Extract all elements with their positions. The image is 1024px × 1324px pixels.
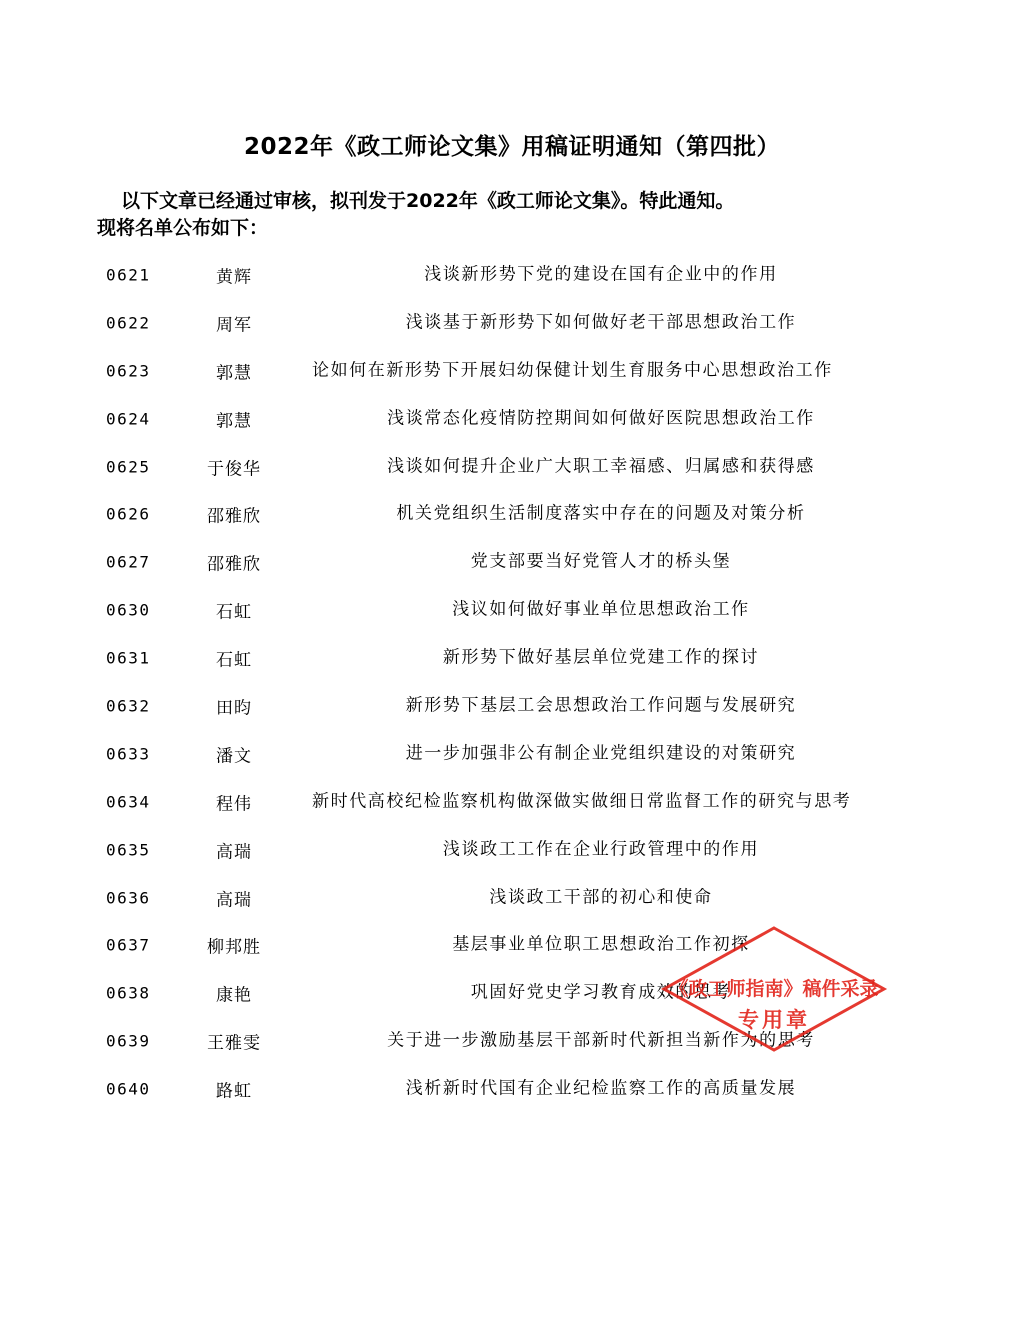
table-row xyxy=(0,538,1024,586)
table-row xyxy=(0,443,1024,491)
author-name: 程伟 xyxy=(216,794,252,815)
table-row xyxy=(0,251,1024,299)
table-row xyxy=(0,874,1024,922)
article-title: 浅谈政工工作在企业行政管理中的作用 xyxy=(442,839,760,860)
author-name: 高瑞 xyxy=(216,890,252,911)
article-title: 论如何在新形势下开展妇幼保健计划生育服务中心思想政治工作 xyxy=(312,360,833,381)
table-row xyxy=(0,299,1024,347)
article-title: 关于进一步激励基层干部新时代新担当新作为的思考 xyxy=(387,1030,815,1051)
author-name: 郭慧 xyxy=(216,363,252,384)
table-row xyxy=(0,682,1024,730)
article-id: 0624 xyxy=(106,409,151,429)
article-title: 浅议如何做好事业单位思想政治工作 xyxy=(452,599,750,620)
table-row xyxy=(0,586,1024,634)
article-title: 新形势下基层工会思想政治工作问题与发展研究 xyxy=(405,695,797,716)
author-name: 于俊华 xyxy=(207,459,261,479)
article-id: 0636 xyxy=(106,888,151,908)
official-stamp xyxy=(660,924,888,1054)
article-title: 巩固好党史学习教育成效的思考 xyxy=(470,982,732,1003)
article-id: 0633 xyxy=(106,744,151,764)
article-id: 0632 xyxy=(106,696,151,716)
article-id: 0637 xyxy=(106,935,151,955)
article-title: 进一步加强非公有制企业党组织建设的对策研究 xyxy=(405,743,797,764)
article-id: 0634 xyxy=(106,792,151,812)
article-id: 0626 xyxy=(106,504,151,524)
table-row xyxy=(0,490,1024,538)
table-row xyxy=(0,826,1024,874)
author-name: 柳邦胜 xyxy=(207,937,261,958)
article-id: 0622 xyxy=(106,313,151,333)
article-title: 党支部要当好党管人才的桥头堡 xyxy=(470,551,732,572)
article-title: 新时代高校纪检监察机构做深做实做细日常监督工作的研究与思考 xyxy=(312,791,852,812)
intro-line-1: 以下文章已经通过审核，拟刊发于2022年《政工师论文集》。特此通知。 xyxy=(121,190,735,212)
article-title: 浅谈基于新形势下如何做好老干部思想政治工作 xyxy=(405,312,797,333)
author-name: 邵雅欣 xyxy=(207,506,261,527)
table-row xyxy=(0,778,1024,826)
article-id: 0627 xyxy=(106,552,151,572)
article-title: 浅谈政工干部的初心和使命 xyxy=(489,887,713,908)
table-row xyxy=(0,347,1024,395)
article-title: 浅谈如何提升企业广大职工幸福感、归属感和获得感 xyxy=(387,456,815,476)
author-name: 路虹 xyxy=(216,1081,252,1102)
intro-paragraph xyxy=(97,188,897,242)
article-id: 0635 xyxy=(106,840,151,860)
article-id: 0638 xyxy=(106,983,151,1003)
table-row xyxy=(0,634,1024,682)
article-id: 0639 xyxy=(106,1031,151,1051)
stamp-text-line-2: 专用章 xyxy=(738,1008,810,1032)
article-id: 0640 xyxy=(106,1079,151,1099)
stamp-text-line-1: 《政工师指南》稿件采录 xyxy=(669,978,879,1000)
article-title: 浅谈新形势下党的建设在国有企业中的作用 xyxy=(424,264,778,285)
article-id: 0625 xyxy=(106,457,151,476)
author-name: 石虹 xyxy=(216,650,252,671)
article-id: 0623 xyxy=(106,361,151,381)
author-name: 石虹 xyxy=(216,602,252,623)
author-name: 康艳 xyxy=(216,985,252,1006)
author-name: 黄辉 xyxy=(216,267,252,288)
article-title: 浅析新时代国有企业纪检监察工作的高质量发展 xyxy=(405,1078,797,1099)
intro-line-2: 现将名单公布如下： xyxy=(97,217,269,239)
article-id: 0621 xyxy=(106,265,151,285)
article-title: 新形势下做好基层单位党建工作的探讨 xyxy=(442,647,760,668)
author-name: 高瑞 xyxy=(216,842,252,863)
author-name: 潘文 xyxy=(216,746,252,767)
article-title: 浅谈常态化疫情防控期间如何做好医院思想政治工作 xyxy=(387,408,815,429)
notice-title: 2022年《政工师论文集》用稿证明通知（第四批） xyxy=(243,134,780,160)
table-row xyxy=(0,395,1024,443)
table-row xyxy=(0,730,1024,778)
table-row xyxy=(0,1065,1024,1113)
author-name: 郭慧 xyxy=(216,411,252,432)
article-id: 0630 xyxy=(106,600,151,620)
article-id: 0631 xyxy=(106,648,151,668)
author-name: 周军 xyxy=(216,315,252,336)
article-title: 基层事业单位职工思想政治工作初探 xyxy=(452,934,750,955)
article-title: 机关党组织生活制度落实中存在的问题及对策分析 xyxy=(396,503,806,524)
author-name: 邵雅欣 xyxy=(207,554,261,575)
author-name: 田昀 xyxy=(216,698,252,719)
author-name: 王雅雯 xyxy=(207,1033,261,1054)
